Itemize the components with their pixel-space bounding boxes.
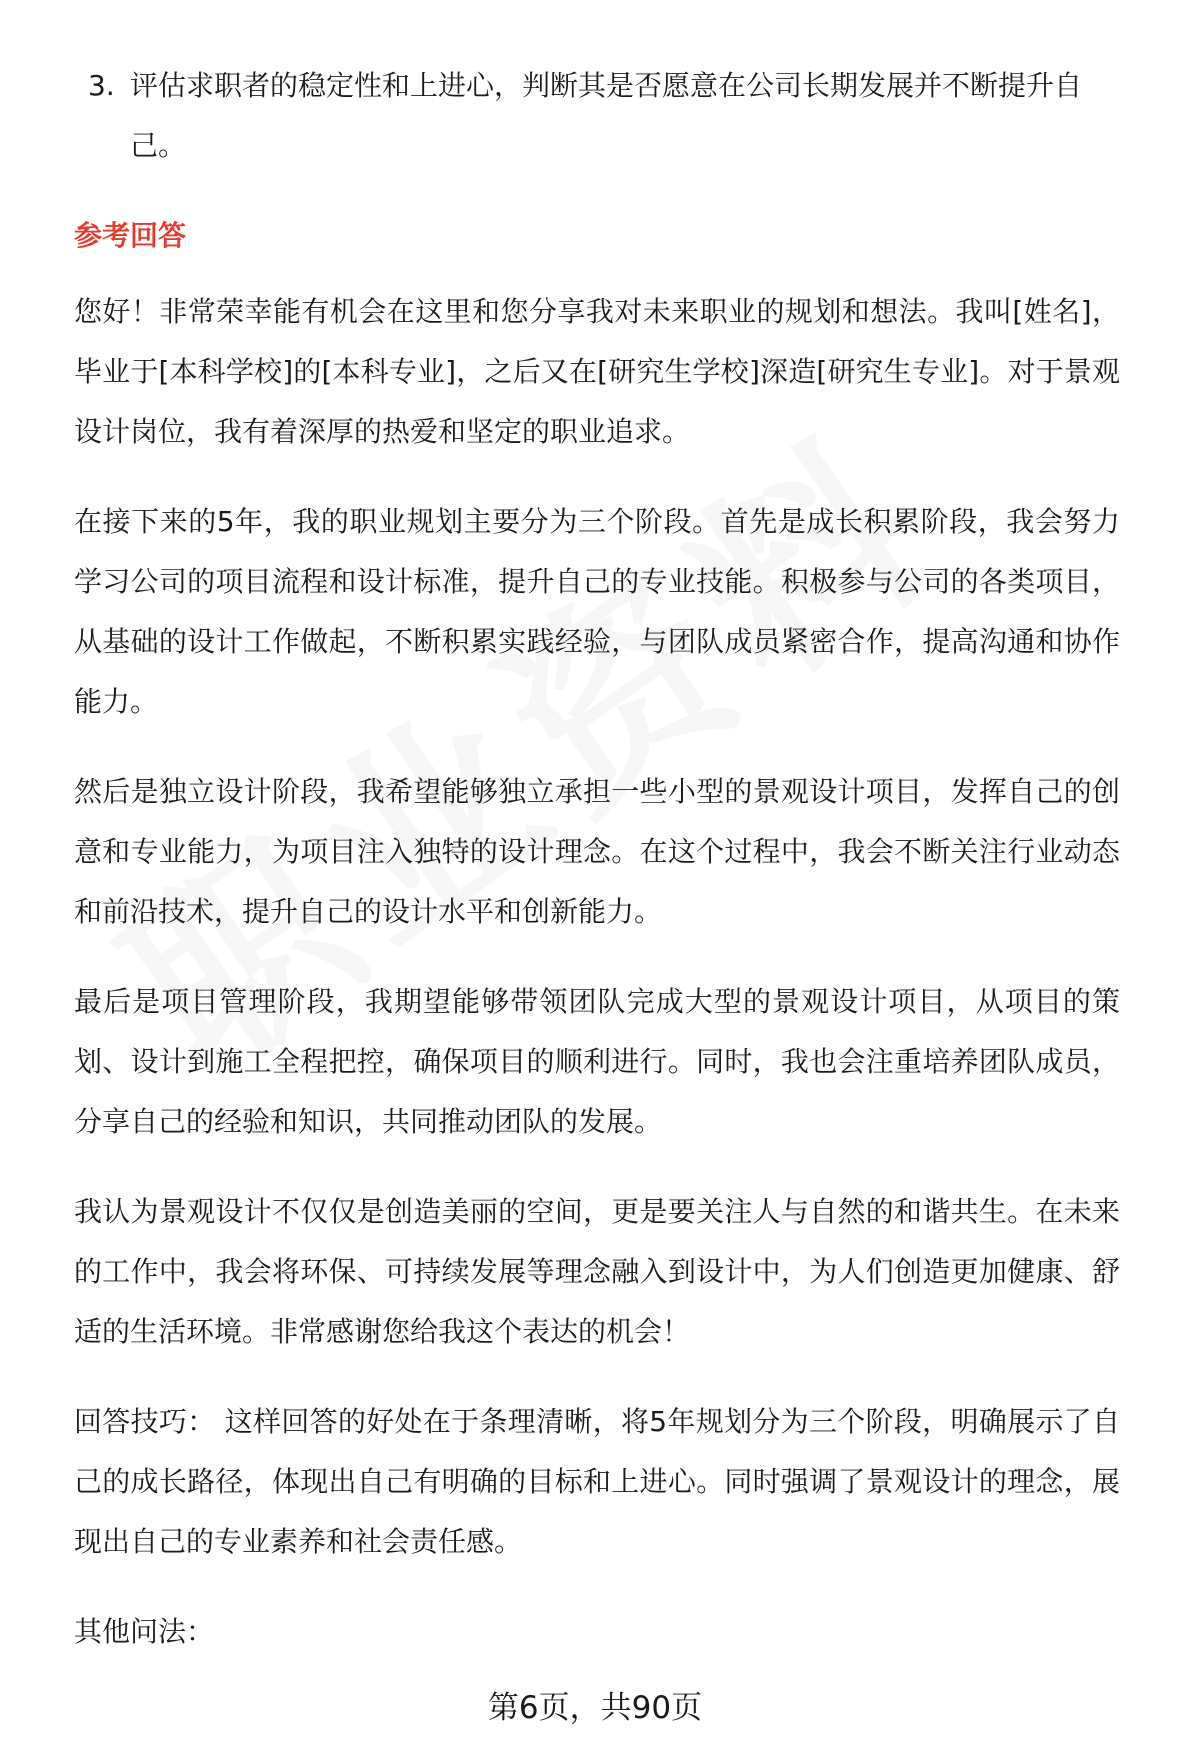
page-number-footer: 第6页，共90页	[487, 1690, 703, 1726]
document-content	[74, 56, 1120, 1692]
answer-paragraph-closing: 我认为景观设计不仅仅是创造美丽的空间，更是要关注人与自然的和谐共生。在未来的工作中，我会将环保、可持续发展等理念融入到设计中，为人们创造更加健康、舒适的生活环境。非常感谢您给我这个表达的机会！	[74, 1195, 1120, 1348]
list-item-text: 评估求职者的稳定性和上进心，判断其是否愿意在公司长期发展并不断提升自己。	[130, 69, 1083, 162]
list-item-3	[74, 56, 1120, 176]
answer-paragraph-stage-independent: 然后是独立设计阶段，我希望能够独立承担一些小型的景观设计项目，发挥自己的创意和专业能力，为项目注入独特的设计理念。在这个过程中，我会不断关注行业动态和前沿技术，提升自己的设计水平和创新能力。	[74, 775, 1120, 928]
other-questions-label: 其他问法：	[74, 1615, 215, 1648]
answer-paragraph-stage-management: 最后是项目管理阶段，我期望能够带领团队完成大型的景观设计项目，从项目的策划、设计到施工全程把控，确保项目的顺利进行。同时，我也会注重培养团队成员，分享自己的经验和知识，共同推动团队的发展。	[74, 985, 1120, 1138]
answer-tips-paragraph: 回答技巧： 这样回答的好处在于条理清晰，将5年规划分为三个阶段，明确展示了自己的成长路径，体现出自己有明确的目标和上进心。同时强调了景观设计的理念，展现出自己的专业素养和社会责任感。	[74, 1405, 1120, 1558]
answer-paragraph-intro: 您好！非常荣幸能有机会在这里和您分享我对未来职业的规划和想法。我叫[姓名]，毕业于[本科学校]的[本科专业]，之后又在[研究生学校]深造[研究生专业]。对于景观设计岗位，我有着深厚的热爱和坚定的职业追求。	[74, 295, 1120, 448]
reference-answer-heading: 参考回答	[74, 219, 187, 252]
list-item-number: 3.	[88, 69, 115, 102]
answer-paragraph-stage-growth: 在接下来的5年，我的职业规划主要分为三个阶段。首先是成长积累阶段，我会努力学习公司的项目流程和设计标准，提升自己的专业技能。积极参与公司的各类项目，从基础的设计工作做起，不断积累实践经验，与团队成员紧密合作，提高沟通和协作能力。	[74, 505, 1120, 718]
